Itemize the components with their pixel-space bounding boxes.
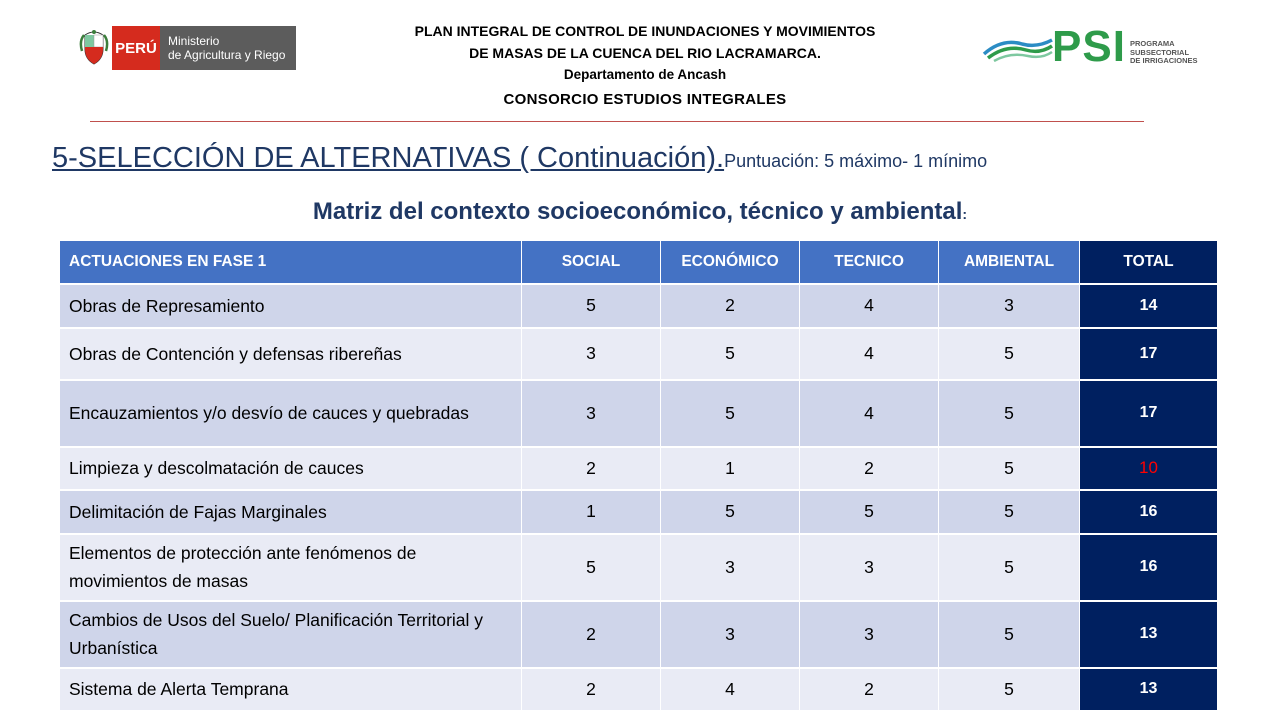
table-row (60, 284, 1218, 328)
ministry-logo (76, 26, 300, 70)
cell-economic: 1 (661, 447, 800, 490)
section-title-main: 5-SELECCIÓN DE ALTERNATIVAS ( Continuación). (52, 142, 725, 174)
cell-action: Sistema de Alerta Temprana (60, 668, 522, 711)
cell-environmental: 3 (939, 284, 1080, 328)
peru-coat-of-arms-icon (76, 26, 112, 70)
cell-environmental: 5 (939, 328, 1080, 380)
psi-logo (982, 24, 1206, 72)
logo-ministry-label (160, 26, 296, 70)
header-line4: CONSORCIO ESTUDIOS INTEGRALES (503, 91, 787, 108)
psi-subtitle (1130, 40, 1198, 66)
cell-social: 1 (522, 490, 661, 534)
table-row (60, 668, 1218, 711)
cell-economic: 3 (661, 601, 800, 668)
cell-action: Obras de Contención y defensas ribereñas (60, 328, 522, 380)
cell-action: Limpieza y descolmatación de cauces (60, 447, 522, 490)
cell-economic: 3 (661, 534, 800, 601)
cell-environmental: 5 (939, 380, 1080, 447)
cell-economic: 5 (661, 380, 800, 447)
psi-sub-line1: PROGRAMA (1130, 39, 1175, 48)
cell-economic: 2 (661, 284, 800, 328)
cell-technical: 4 (800, 284, 939, 328)
ministry-line1: Ministerio (168, 34, 220, 48)
section-title-scoring: Puntuación: 5 máximo- 1 mínimo (724, 151, 988, 171)
cell-technical: 3 (800, 534, 939, 601)
psi-sub-line3: DE IRRIGACIONES (1130, 56, 1198, 65)
psi-sub-line2: SUBSECTORIAL (1130, 47, 1190, 57)
cell-economic: 5 (661, 328, 800, 380)
table-row (60, 328, 1218, 380)
cell-technical: 3 (800, 601, 939, 668)
header-divider (90, 121, 1144, 122)
cell-total: 14 (1080, 284, 1218, 328)
cell-action: Delimitación de Fajas Marginales (60, 490, 522, 534)
cell-environmental: 5 (939, 447, 1080, 490)
cell-environmental: 5 (939, 668, 1080, 711)
document-header (320, 20, 970, 114)
matrix-title (0, 198, 1280, 226)
col-header-social: SOCIAL (522, 241, 661, 284)
cell-action: Encauzamientos y/o desvío de cauces y quebradas (60, 380, 522, 447)
cell-economic: 4 (661, 668, 800, 711)
table-header-row (60, 241, 1218, 284)
cell-total-lowest: 10 (1080, 447, 1218, 490)
cell-total: 17 (1080, 380, 1218, 447)
cell-technical: 2 (800, 447, 939, 490)
cell-social: 2 (522, 668, 661, 711)
section-title (52, 142, 987, 175)
cell-action: Elementos de protección ante fenómenos de movimientos de masas (60, 534, 522, 601)
cell-environmental: 5 (939, 601, 1080, 668)
cell-total: 16 (1080, 490, 1218, 534)
cell-technical: 4 (800, 328, 939, 380)
cell-environmental: 5 (939, 534, 1080, 601)
cell-total: 17 (1080, 328, 1218, 380)
alternatives-matrix-table (59, 240, 1218, 712)
table-row (60, 447, 1218, 490)
matrix-title-colon: : (962, 206, 968, 222)
col-header-technical: TECNICO (800, 241, 939, 284)
logo-country-label: PERÚ (112, 26, 160, 70)
table-row (60, 534, 1218, 601)
header-line1: PLAN INTEGRAL DE CONTROL DE INUNDACIONES Y MOVIMIENTOS (414, 23, 876, 39)
header-line2: DE MASAS DE LA CUENCA DEL RIO LACRAMARCA. (469, 45, 821, 61)
col-header-total: TOTAL (1080, 241, 1218, 284)
cell-action: Obras de Represamiento (60, 284, 522, 328)
table-row (60, 380, 1218, 447)
header-line3: Departamento de Ancash (563, 67, 727, 82)
cell-technical: 4 (800, 380, 939, 447)
cell-social: 2 (522, 447, 661, 490)
col-header-action: ACTUACIONES EN FASE 1 (60, 241, 522, 284)
col-header-economic: ECONÓMICO (661, 241, 800, 284)
cell-total: 13 (1080, 601, 1218, 668)
ministry-line2: de Agricultura y Riego (168, 48, 286, 62)
cell-technical: 2 (800, 668, 939, 711)
cell-social: 5 (522, 534, 661, 601)
cell-social: 5 (522, 284, 661, 328)
matrix-title-text: Matriz del contexto socioeconómico, técnico y ambiental (312, 198, 963, 225)
cell-economic: 5 (661, 490, 800, 534)
cell-environmental: 5 (939, 490, 1080, 534)
cell-social: 3 (522, 380, 661, 447)
cell-social: 2 (522, 601, 661, 668)
psi-waves-icon (982, 30, 1054, 62)
cell-action: Cambios de Usos del Suelo/ Planificación Territorial y Urbanística (60, 601, 522, 668)
cell-social: 3 (522, 328, 661, 380)
cell-total: 16 (1080, 534, 1218, 601)
cell-total: 13 (1080, 668, 1218, 711)
cell-technical: 5 (800, 490, 939, 534)
col-header-environmental: AMBIENTAL (939, 241, 1080, 284)
table-row (60, 490, 1218, 534)
table-row (60, 601, 1218, 668)
psi-wordmark: PSI (1052, 22, 1126, 71)
